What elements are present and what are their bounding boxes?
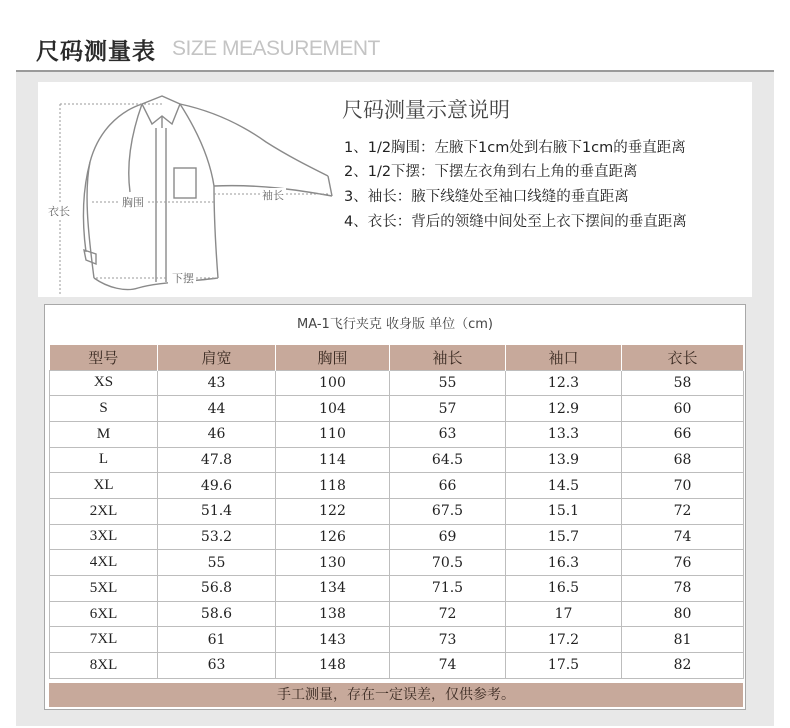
label-sleeve: 袖长 — [262, 190, 284, 202]
value-cell: 73 — [390, 627, 506, 653]
value-cell: 12.9 — [506, 396, 622, 422]
page-title-zh: 尺码测量表 — [36, 39, 156, 65]
value-cell: 55 — [390, 370, 506, 396]
value-cell: 110 — [276, 421, 390, 447]
table-row — [50, 576, 744, 602]
value-cell: 49.6 — [158, 473, 276, 499]
value-cell: 104 — [276, 396, 390, 422]
value-cell: 57 — [390, 396, 506, 422]
value-cell: 114 — [276, 447, 390, 473]
value-cell: 138 — [276, 601, 390, 627]
size-cell: XL — [50, 473, 158, 499]
value-cell: 43 — [158, 370, 276, 396]
value-cell: 82 — [622, 653, 744, 679]
value-cell: 14.5 — [506, 473, 622, 499]
description-hem: 2、1/2下摆：下摆左衣角到右上角的垂直距离 — [344, 164, 638, 180]
description-length: 4、衣长：背后的领缝中间处至上衣下摆间的垂直距离 — [344, 214, 687, 230]
value-cell: 126 — [276, 524, 390, 550]
header-size: 型号 — [50, 345, 158, 370]
table-row — [50, 498, 744, 524]
table-row — [50, 601, 744, 627]
size-cell: S — [50, 396, 158, 422]
page-title-en: SIZE MEASUREMENT — [172, 37, 380, 60]
table-row — [50, 524, 744, 550]
size-cell: 8XL — [50, 653, 158, 679]
value-cell: 80 — [622, 601, 744, 627]
header-length: 衣长 — [622, 345, 744, 370]
description-sleeve: 3、袖长：腋下线缝处至袖口线缝的垂直距离 — [344, 189, 629, 205]
size-chart-page — [16, 6, 774, 726]
label-hem: 下摆 — [172, 273, 194, 285]
header-sleeve: 袖长 — [390, 345, 506, 370]
table-row — [50, 473, 744, 499]
value-cell: 70 — [622, 473, 744, 499]
value-cell: 148 — [276, 653, 390, 679]
value-cell: 17.5 — [506, 653, 622, 679]
value-cell: 143 — [276, 627, 390, 653]
size-cell: L — [50, 447, 158, 473]
value-cell: 17.2 — [506, 627, 622, 653]
value-cell: 58.6 — [158, 601, 276, 627]
value-cell: 67.5 — [390, 498, 506, 524]
value-cell: 76 — [622, 550, 744, 576]
value-cell: 71.5 — [390, 576, 506, 602]
value-cell: 66 — [390, 473, 506, 499]
size-cell: M — [50, 421, 158, 447]
value-cell: 68 — [622, 447, 744, 473]
table-row — [50, 370, 744, 396]
value-cell: 74 — [622, 524, 744, 550]
value-cell: 74 — [390, 653, 506, 679]
value-cell: 15.1 — [506, 498, 622, 524]
value-cell: 15.7 — [506, 524, 622, 550]
size-table — [49, 345, 744, 679]
value-cell: 44 — [158, 396, 276, 422]
value-cell: 13.3 — [506, 421, 622, 447]
value-cell: 46 — [158, 421, 276, 447]
value-cell: 72 — [390, 601, 506, 627]
value-cell: 13.9 — [506, 447, 622, 473]
size-cell: 4XL — [50, 550, 158, 576]
value-cell: 17 — [506, 601, 622, 627]
value-cell: 47.8 — [158, 447, 276, 473]
size-cell: 5XL — [50, 576, 158, 602]
label-chest: 胸围 — [122, 197, 144, 209]
page-header — [16, 6, 774, 72]
table-row — [50, 421, 744, 447]
size-cell: 7XL — [50, 627, 158, 653]
value-cell: 118 — [276, 473, 390, 499]
value-cell: 60 — [622, 396, 744, 422]
value-cell: 16.5 — [506, 576, 622, 602]
size-table-panel — [44, 304, 746, 710]
value-cell: 69 — [390, 524, 506, 550]
footer-note: 手工测量，存在一定误差，仅供参考。 — [49, 683, 743, 707]
table-header-row — [50, 345, 744, 370]
value-cell: 16.3 — [506, 550, 622, 576]
size-cell: XS — [50, 370, 158, 396]
size-cell: 3XL — [50, 524, 158, 550]
header-shoulder: 肩宽 — [158, 345, 276, 370]
table-row — [50, 396, 744, 422]
table-row — [50, 653, 744, 679]
measurement-diagram — [38, 82, 752, 297]
value-cell: 53.2 — [158, 524, 276, 550]
size-cell: 2XL — [50, 498, 158, 524]
value-cell: 130 — [276, 550, 390, 576]
table-row — [50, 447, 744, 473]
value-cell: 56.8 — [158, 576, 276, 602]
value-cell: 72 — [622, 498, 744, 524]
table-row — [50, 627, 744, 653]
description-title: 尺码测量示意说明 — [342, 98, 510, 122]
value-cell: 100 — [276, 370, 390, 396]
header-chest: 胸围 — [276, 345, 390, 370]
value-cell: 61 — [158, 627, 276, 653]
value-cell: 78 — [622, 576, 744, 602]
value-cell: 64.5 — [390, 447, 506, 473]
size-cell: 6XL — [50, 601, 158, 627]
value-cell: 63 — [390, 421, 506, 447]
value-cell: 55 — [158, 550, 276, 576]
table-caption: MA-1飞行夹克 收身版 单位（cm) — [297, 317, 493, 332]
header-cuff: 袖口 — [506, 345, 622, 370]
value-cell: 12.3 — [506, 370, 622, 396]
value-cell: 81 — [622, 627, 744, 653]
value-cell: 66 — [622, 421, 744, 447]
label-length: 衣长 — [48, 206, 70, 218]
value-cell: 122 — [276, 498, 390, 524]
value-cell: 58 — [622, 370, 744, 396]
value-cell: 51.4 — [158, 498, 276, 524]
table-row — [50, 550, 744, 576]
value-cell: 70.5 — [390, 550, 506, 576]
value-cell: 134 — [276, 576, 390, 602]
value-cell: 63 — [158, 653, 276, 679]
description-chest: 1、1/2胸围：左腋下1cm处到右腋下1cm的垂直距离 — [344, 140, 686, 156]
table-body — [50, 370, 744, 678]
